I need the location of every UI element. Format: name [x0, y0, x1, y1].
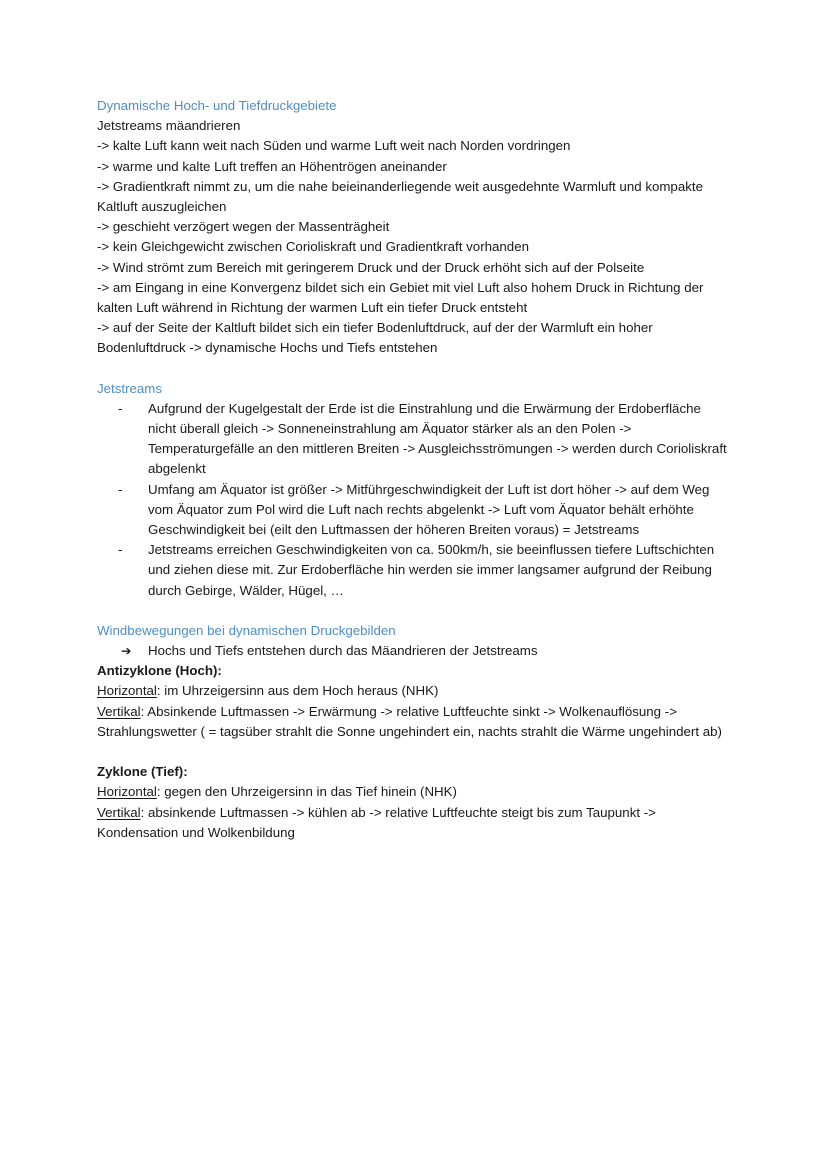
zyklone-vertikal-text: : absinkende Luftmassen -> kühlen ab -> relative Luftfeuchte steigt bis zum Taupunkt -> Kondensation und Wolkenbildung — [97, 804, 656, 840]
antizyklone-vertikal — [97, 702, 730, 742]
antizyklone-vertikal-label: Vertikal — [97, 703, 141, 719]
zyklone-horizontal-label: Horizontal — [97, 784, 157, 800]
list-item-text: Umfang am Äquator ist größer -> Mitführgeschwindigkeit der Luft ist dort höher -> auf dem Weg vom Äquator zum Pol wird die Luft nach rechts abgelenkt -> Luft vom Äquator behält erhöhte Geschwindigkeit bei (eilt den Luftmassen der höheren Breiten voraus) = Jetstreams — [148, 481, 710, 538]
section-jetstreams — [97, 379, 730, 601]
windbewegungen-arrow-item — [97, 641, 730, 661]
heading-jetstreams: Jetstreams — [97, 380, 163, 396]
document-body — [97, 96, 730, 843]
dynamische-line-9: -> auf der Seite der Kaltluft bildet sich ein tiefer Bodenluftdruck, auf der der Warmluft ein hoher Bodenluftdruck -> dynamische Hochs und Tiefs entstehen — [97, 320, 653, 356]
dynamische-line-1: Jetstreams mäandrieren — [97, 118, 241, 134]
dynamische-line-7: -> Wind strömt zum Bereich mit geringerem Druck und der Druck erhöht sich auf der Polseite — [97, 259, 645, 275]
zyklone-vertikal — [97, 803, 730, 843]
list-item — [97, 399, 730, 480]
antizyklone-horizontal-label: Horizontal — [97, 683, 157, 699]
bullet-dash-marker: - — [118, 542, 123, 558]
dynamische-line-6: -> kein Gleichgewicht zwischen Corioliskraft und Gradientkraft vorhanden — [97, 239, 529, 255]
dynamische-line-8: -> am Eingang in eine Konvergenz bildet sich ein Gebiet mit viel Luft also hohem Druck in Richtung der kalten Luft während in Richtung der warmen Luft ein tiefer Druck entsteht — [97, 279, 704, 316]
dynamische-line-4: -> Gradientkraft nimmt zu, um die nahe beieinanderliegende weit ausgedehnte Warmluft und kompakte Kaltluft auszugleichen — [97, 178, 703, 215]
zyklone-horizontal — [97, 782, 730, 802]
dynamische-line-5: -> geschieht verzögert wegen der Massenträgheit — [97, 219, 390, 235]
zyklone-group — [97, 762, 730, 843]
subheading-antizyklone: Antizyklone (Hoch): — [97, 663, 222, 679]
list-item-text: Jetstreams erreichen Geschwindigkeiten von ca. 500km/h, sie beeinflussen tiefere Luftschichten und ziehen diese mit. Zur Erdoberfläche hin werden sie immer langsamer aufgrund der Reibung durch Gebirge, Wälder, Hügel, … — [148, 542, 715, 598]
antizyklone-vertikal-text: : Absinkende Luftmassen -> Erwärmung -> relative Luftfeuchte sinkt -> Wolkenauflösung -> Strahlungswetter ( = tagsüber strahlt die Sonne ungehindert ein, nachts strahlt die Wärme ungehindert ab) — [97, 703, 722, 739]
list-item-text: Aufgrund der Kugelgestalt der Erde ist die Einstrahlung und die Erwärmung der Erdoberfläche nicht überall gleich -> Sonneneinstrahlung am Äquator stärker als an den Polen -> Temperaturgefälle an den mittleren Breiten -> Ausgleichsströmungen -> werden durch Corioliskraft abgelenkt — [148, 400, 727, 477]
right-arrow-icon: ➔ — [121, 643, 132, 659]
jetstreams-bullet-list — [97, 399, 730, 601]
section-dynamische-druckgebiete — [97, 96, 730, 359]
antizyklone-horizontal — [97, 681, 730, 701]
heading-dynamische-druckgebiete: Dynamische Hoch- und Tiefdruckgebiete — [97, 98, 337, 113]
dynamische-line-3: -> warme und kalte Luft treffen an Höhentrögen aneinander — [97, 158, 447, 174]
section-windbewegungen — [97, 621, 730, 843]
arrow-item-text: Hochs und Tiefs entstehen durch das Mäandrieren der Jetstreams — [148, 643, 538, 659]
zyklone-horizontal-text: : gegen den Uhrzeigersinn in das Tief hinein (NHK) — [156, 784, 457, 800]
bullet-dash-marker: - — [118, 481, 123, 497]
list-item — [97, 540, 730, 601]
antizyklone-horizontal-text: : im Uhrzeigersinn aus dem Hoch heraus (NHK) — [156, 683, 439, 699]
bullet-dash-marker: - — [118, 400, 123, 416]
list-item — [97, 480, 730, 541]
subheading-zyklone: Zyklone (Tief): — [97, 764, 188, 780]
heading-windbewegungen: Windbewegungen bei dynamischen Druckgebilden — [97, 622, 396, 638]
zyklone-vertikal-label: Vertikal — [97, 804, 141, 820]
dynamische-line-2: -> kalte Luft kann weit nach Süden und warme Luft weit nach Norden vordringen — [97, 138, 571, 154]
